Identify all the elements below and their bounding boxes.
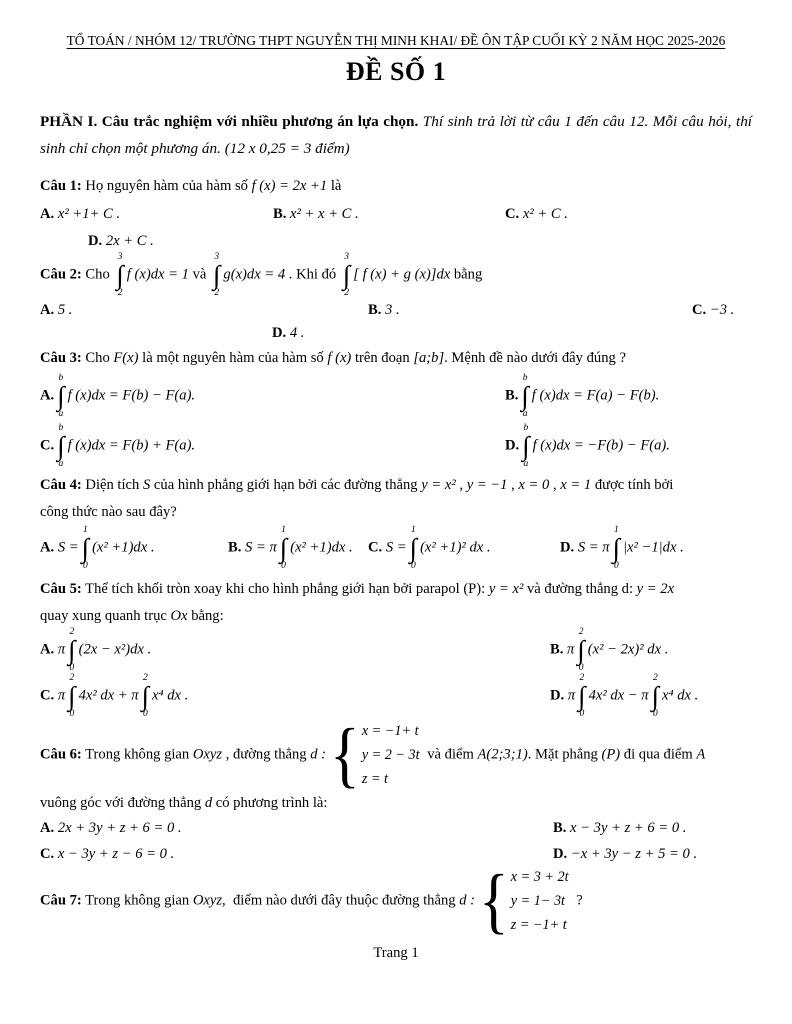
question-1-option-b <box>273 204 505 225</box>
integral-upper-limit: 2 <box>69 627 75 637</box>
label-segment: D. <box>553 846 568 862</box>
question-1-option-d <box>88 231 752 252</box>
label-segment: D. <box>505 437 520 454</box>
text-segment: Diện tích <box>81 477 143 493</box>
math-segment: x − 3y + z − 6 = 0 . <box>54 846 175 862</box>
text-segment: Cho <box>81 350 114 366</box>
equation-row: x = 3 + 2t <box>510 869 569 885</box>
question-6-option-c <box>40 844 553 865</box>
text-segment: vuông góc với đường thẳng <box>40 795 205 811</box>
text-segment: ? <box>572 892 583 909</box>
question-3-option-c <box>40 423 505 469</box>
question-3-options-row-1 <box>40 373 752 419</box>
label-segment: B. <box>273 206 287 222</box>
math-segment: S = <box>54 539 79 556</box>
document-header <box>40 32 752 50</box>
question-3-option-a <box>40 373 505 419</box>
math-segment: π <box>563 641 575 658</box>
math-segment: S <box>142 477 151 493</box>
question-3-options-row-2 <box>40 423 752 469</box>
math-segment: S = π <box>241 539 277 556</box>
math-segment: −3 . <box>706 302 735 318</box>
question-4-text-line-2 <box>40 502 752 523</box>
question-5-options-row-2 <box>40 673 752 719</box>
integral-sign-icon: ∫ <box>68 681 76 711</box>
integral-upper-limit: b <box>522 373 528 383</box>
integral-lower-limit: 0 <box>69 709 75 719</box>
label-segment: D. <box>560 539 575 556</box>
math-segment: f (x) <box>327 350 352 366</box>
question-5-options-row-1 <box>40 627 752 673</box>
question-2-option-c <box>692 300 752 321</box>
label-segment: A. <box>40 641 55 658</box>
math-segment: x² + x + C . <box>286 206 359 222</box>
integral-sign-icon: ∫ <box>81 533 90 563</box>
math-segment: d : <box>459 892 476 909</box>
question-7-text <box>40 860 752 942</box>
equation-column <box>362 719 420 791</box>
integral <box>652 673 659 719</box>
math-segment: A(2;3;1) <box>477 746 528 763</box>
math-segment: S = π <box>574 539 610 556</box>
integral-lower-limit: 2 <box>344 288 349 298</box>
question-6-option-a <box>40 818 553 839</box>
question-6-option-b <box>553 818 752 839</box>
math-segment: f (x)dx = F(a) − F(b). <box>531 387 660 404</box>
label-segment: B. <box>368 302 382 318</box>
label-segment: C. <box>692 302 707 318</box>
integral-lower-limit: 0 <box>69 663 75 673</box>
text-segment: , <box>507 477 519 493</box>
label-segment: D. <box>272 325 287 341</box>
math-segment: 2x + C . <box>102 233 154 249</box>
integral-sign-icon: ∫ <box>522 431 530 461</box>
equation-column <box>511 865 569 937</box>
integral-upper-limit: b <box>58 423 64 433</box>
text-segment: được tính bởi <box>591 477 674 493</box>
integral-lower-limit: 0 <box>82 561 88 571</box>
integral <box>116 252 123 298</box>
label-segment: B. <box>228 539 242 556</box>
math-segment: x⁴ dx . <box>662 687 699 704</box>
text-segment: . Mệnh đề nào dưới đây đúng ? <box>444 350 626 366</box>
page-number: Trang 1 <box>373 945 419 961</box>
math-segment: y = 2x <box>636 581 675 597</box>
integral-lower-limit: 0 <box>281 561 286 571</box>
integral-upper-limit: 3 <box>117 252 123 262</box>
text-segment: Họ nguyên hàm của hàm số <box>81 178 252 194</box>
text-segment: của hình phẳng giới hạn bởi các đường thẳng <box>150 477 422 493</box>
text-segment: công thức nào sau đây? <box>40 504 177 520</box>
integral-upper-limit: 3 <box>214 252 220 262</box>
math-segment: −x + 3y − z + 5 = 0 . <box>567 846 698 862</box>
math-segment: (P) <box>601 746 621 763</box>
math-segment: f (x)dx = −F(b) − F(a). <box>532 437 670 454</box>
question-1-text <box>40 176 752 197</box>
integral-sign-icon: ∫ <box>578 681 586 711</box>
text-segment: . Khi đó <box>285 266 340 283</box>
question-1-option-c <box>505 204 752 225</box>
label-segment: Câu 3: <box>40 350 82 366</box>
question-2-option-d <box>272 323 752 344</box>
integral <box>578 673 585 719</box>
text-segment: đi qua điểm <box>620 746 697 763</box>
question-5-option-b <box>550 627 752 673</box>
integral-upper-limit: b <box>523 423 529 433</box>
math-segment: 3 . <box>381 302 400 318</box>
integral-sign-icon: ∫ <box>57 431 65 461</box>
math-segment: f (x)dx = F(b) + F(a). <box>67 437 196 454</box>
integral-sign-icon: ∫ <box>409 533 418 563</box>
text-segment: và điểm <box>423 746 478 763</box>
integral <box>57 373 64 419</box>
label-segment: Câu 6: <box>40 746 82 763</box>
label-segment: C. <box>505 206 520 222</box>
math-segment: (x² +1)² dx . <box>420 539 491 556</box>
math-segment: 4 . <box>286 325 305 341</box>
integral-lower-limit: 0 <box>579 709 585 719</box>
integral-lower-limit: 0 <box>142 709 148 719</box>
math-segment: Oxyz <box>192 892 223 909</box>
integral-upper-limit: 2 <box>579 673 585 683</box>
equation-system <box>330 714 420 796</box>
text-segment: Thể tích khối tròn xoay khi cho hình phẳng giới hạn bởi parapol (P): <box>81 581 489 597</box>
question-3-option-b <box>505 373 752 419</box>
math-segment: F(x) <box>113 350 139 366</box>
math-segment: f (x)dx = F(b) − F(a). <box>67 387 196 404</box>
text-segment: , đường thẳng <box>222 746 311 763</box>
integral-sign-icon: ∫ <box>612 533 621 563</box>
integral-sign-icon: ∫ <box>342 260 351 290</box>
math-segment: (x² − 2x)² dx . <box>587 641 669 658</box>
integral-lower-limit: 0 <box>652 709 658 719</box>
text-segment: Cho <box>81 266 114 283</box>
label-segment: B. <box>553 820 567 836</box>
text-segment: Trong không gian <box>81 892 193 909</box>
left-brace-icon: { <box>330 714 360 796</box>
question-2-option-b <box>368 300 692 321</box>
math-segment: (x² +1)dx . <box>92 539 155 556</box>
math-segment: π <box>54 641 66 658</box>
integral-lower-limit: 0 <box>613 561 619 571</box>
integral-sign-icon: ∫ <box>141 681 150 711</box>
text-segment: và đường thẳng d: <box>523 581 637 597</box>
equation-row: z = t <box>361 771 388 787</box>
equation-row: y = 1− 3t <box>510 893 565 909</box>
question-4-option-b <box>228 525 368 571</box>
question-5-text-line-2 <box>40 606 752 627</box>
question-6-options-row-1 <box>40 818 752 839</box>
question-3-option-d <box>505 423 752 469</box>
math-segment: S = <box>382 539 407 556</box>
question-4-option-a <box>40 525 228 571</box>
text-segment: có phương trình là: <box>212 795 328 811</box>
integral-upper-limit: 1 <box>82 525 88 535</box>
left-brace-icon: { <box>479 860 509 942</box>
question-2-option-a <box>40 300 368 321</box>
question-4-option-c <box>368 525 560 571</box>
integral-upper-limit: b <box>58 373 64 383</box>
text-segment: bằng: <box>187 608 224 624</box>
question-5-text-line-1 <box>40 579 752 600</box>
question-3-text <box>40 348 752 369</box>
math-segment: [a;b] <box>413 350 445 366</box>
integral-upper-limit: 3 <box>344 252 349 262</box>
math-segment: Oxyz <box>192 746 223 763</box>
text-segment: , <box>455 477 467 493</box>
math-segment: y = x² <box>421 477 456 493</box>
math-segment: π <box>564 687 576 704</box>
equation-row: y = 2 − 3t <box>361 747 420 763</box>
label-segment: Câu 2: <box>40 266 82 283</box>
integral <box>577 627 584 673</box>
label-segment: C. <box>40 687 55 704</box>
text-segment: là <box>327 178 342 194</box>
integral-sign-icon: ∫ <box>213 260 221 290</box>
label-segment: A. <box>40 302 55 318</box>
integral <box>280 525 287 571</box>
math-segment: A <box>696 746 706 763</box>
header-text: TỔ TOÁN / NHÓM 12/ TRƯỜNG THPT NGUYỄN THỊ MINH KHAI/ ĐỀ ÔN TẬP CUỐI KỲ 2 NĂM HỌC 2025-2026 <box>66 33 726 48</box>
math-segment: x² +1+ C . <box>54 206 121 222</box>
question-6-text-line-2 <box>40 793 752 814</box>
text-segment: quay xung quanh trục <box>40 608 171 624</box>
label-segment: Câu 7: <box>40 892 82 909</box>
integral-lower-limit: 0 <box>410 561 416 571</box>
equation-row: x = −1+ t <box>361 723 419 739</box>
math-segment: 5 . <box>54 302 73 318</box>
label-segment: B. <box>550 641 564 658</box>
integral <box>68 627 75 673</box>
label-segment: Câu 5: <box>40 581 82 597</box>
integral-upper-limit: 2 <box>142 673 148 683</box>
math-segment: y = x² <box>488 581 524 597</box>
label-segment: A. <box>40 539 55 556</box>
equation-system <box>479 860 569 942</box>
integral-upper-limit: 1 <box>281 525 286 535</box>
text-segment: Trong không gian <box>81 746 193 763</box>
math-segment: x² + C . <box>519 206 568 222</box>
question-2-text <box>40 252 752 298</box>
integral <box>68 673 75 719</box>
integral-sign-icon: ∫ <box>279 533 288 563</box>
math-segment: x = 1 <box>560 477 592 493</box>
integral-lower-limit: 2 <box>214 288 220 298</box>
text-segment: , <box>549 477 561 493</box>
integral <box>522 423 529 469</box>
question-2-options-row-1 <box>40 300 752 321</box>
integral-upper-limit: 2 <box>652 673 658 683</box>
text-segment: , điểm nào dưới đây thuộc đường thẳng <box>222 892 460 909</box>
integral-lower-limit: a <box>58 409 64 419</box>
label-segment: Câu 4: <box>40 477 82 493</box>
math-segment: x = 0 <box>518 477 550 493</box>
question-4-text-line-1 <box>40 475 752 496</box>
text-segment: bằng <box>450 266 483 283</box>
integral <box>613 525 620 571</box>
label-segment: A. <box>40 206 55 222</box>
label-segment: D. <box>88 233 103 249</box>
integral-upper-limit: 1 <box>613 525 619 535</box>
question-1-option-a <box>40 204 273 225</box>
math-segment: f (x)dx = 1 <box>126 266 189 283</box>
math-segment: d <box>204 795 213 811</box>
question-4-options-row <box>40 525 752 571</box>
question-6-option-d <box>553 844 752 865</box>
math-segment: d : <box>310 746 327 763</box>
question-6-options-row-2 <box>40 844 752 865</box>
math-segment: (x² +1)dx . <box>290 539 353 556</box>
question-1-options-row-1 <box>40 204 752 225</box>
question-2-options-row-2 <box>40 323 752 344</box>
math-segment: y = −1 <box>466 477 508 493</box>
math-segment: 4x² dx + π <box>78 687 139 704</box>
integral-lower-limit: a <box>58 459 64 469</box>
integral-upper-limit: 2 <box>578 627 584 637</box>
text-segment: là một nguyên hàm của hàm số <box>138 350 328 366</box>
math-segment: [ f (x) + g (x)]dx <box>353 266 451 283</box>
part1-heading-italic: Thí sinh trả lời từ câu 1 đến câu 12. Mỗi câu hỏi, thí sinh chỉ chọn một phương án. (12 x 0,25 = 3 điểm) <box>40 113 753 157</box>
integral-upper-limit: 2 <box>69 673 75 683</box>
integral-lower-limit: a <box>523 459 529 469</box>
integral-sign-icon: ∫ <box>57 381 65 411</box>
text-segment: . Mặt phẳng <box>527 746 602 763</box>
integral-lower-limit: a <box>522 409 528 419</box>
integral <box>142 673 149 719</box>
label-segment: C. <box>40 437 55 454</box>
integral <box>343 252 350 298</box>
math-segment: |x² −1|dx . <box>623 539 684 556</box>
integral <box>57 423 64 469</box>
integral-sign-icon: ∫ <box>68 635 76 665</box>
label-segment: A. <box>40 387 55 404</box>
part1-heading <box>40 108 752 162</box>
math-segment: π <box>54 687 66 704</box>
label-segment: A. <box>40 820 55 836</box>
integral-sign-icon: ∫ <box>651 681 660 711</box>
math-segment: (2x − x²)dx . <box>78 641 152 658</box>
integral-sign-icon: ∫ <box>116 260 124 290</box>
question-6-text-line-1 <box>40 714 752 796</box>
math-segment: Ox <box>170 608 188 624</box>
math-segment: 2x + 3y + z + 6 = 0 . <box>54 820 182 836</box>
integral <box>521 373 528 419</box>
math-segment: f (x) = 2x +1 <box>251 178 328 194</box>
math-segment: 4x² dx − π <box>588 687 649 704</box>
label-segment: B. <box>505 387 519 404</box>
question-1-options-row-2 <box>40 231 752 252</box>
label-segment: Câu 1: <box>40 178 82 194</box>
integral <box>82 525 89 571</box>
integral-lower-limit: 0 <box>578 663 584 673</box>
question-5-option-c <box>40 673 550 719</box>
text-segment: trên đoạn <box>351 350 414 366</box>
integral <box>213 252 220 298</box>
label-segment: C. <box>40 846 55 862</box>
integral <box>410 525 417 571</box>
part1-heading-bold: PHẦN I. Câu trắc nghiệm với nhiều phương án lựa chọn. <box>40 113 419 130</box>
label-segment: D. <box>550 687 565 704</box>
math-segment: x − 3y + z + 6 = 0 . <box>566 820 687 836</box>
question-4-option-d <box>560 525 752 571</box>
integral-lower-limit: 2 <box>117 288 123 298</box>
math-segment: x⁴ dx . <box>152 687 189 704</box>
integral-sign-icon: ∫ <box>577 635 585 665</box>
integral-sign-icon: ∫ <box>521 381 529 411</box>
equation-row: z = −1+ t <box>510 917 567 933</box>
math-segment: g(x)dx = 4 <box>223 266 286 283</box>
page-title: ĐỀ SỐ 1 <box>345 57 447 86</box>
text-segment: và <box>188 266 210 283</box>
label-segment: C. <box>368 539 383 556</box>
integral-upper-limit: 1 <box>410 525 416 535</box>
question-5-option-d <box>550 673 752 719</box>
question-5-option-a <box>40 627 550 673</box>
